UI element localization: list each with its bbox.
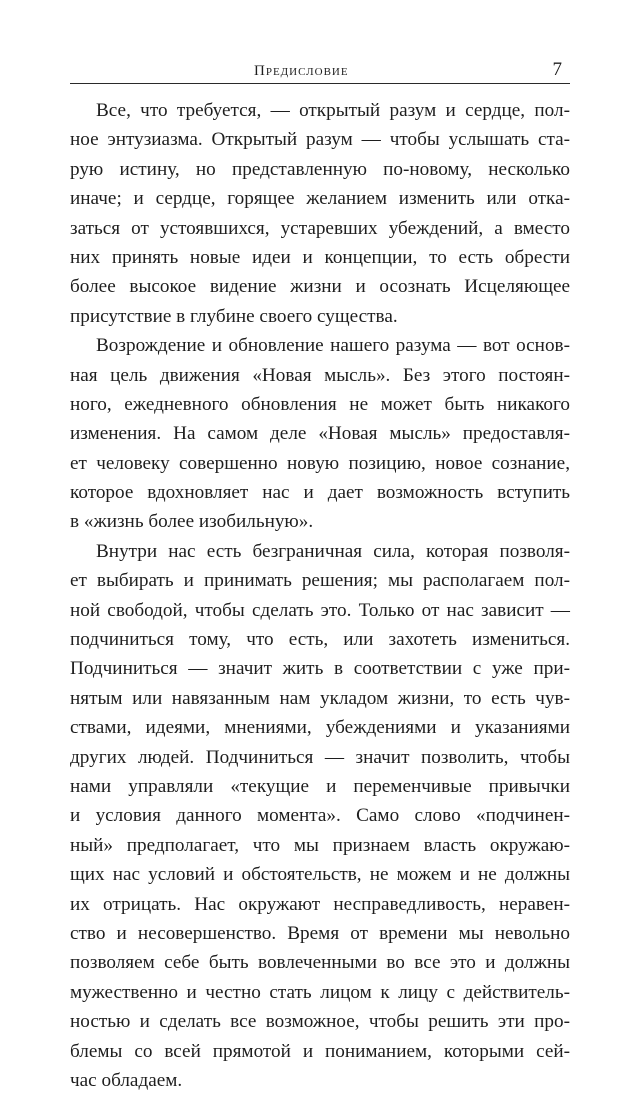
text-line: присутствие в глубине своего существа. <box>70 305 398 327</box>
text-line: Подчиниться — значит жить в соответствии с уже при- <box>70 658 570 680</box>
text-line: ство и несовершенство. Время от времени мы невольно <box>70 922 570 944</box>
text-line: в «жизнь более изобильную». <box>70 511 314 533</box>
text-line: подчиниться тому, что есть, или захотеть измениться. <box>70 629 570 651</box>
text-line: Внутри нас есть безграничная сила, которая позволя- <box>96 540 570 562</box>
text-line: ный» предполагает, что мы признаем власть окружаю- <box>70 834 570 856</box>
text-line: изменения. На самом деле «Новая мысль» предоставля- <box>70 423 570 445</box>
paragraph-3 <box>70 537 570 1095</box>
text-line: ная цель движения «Новая мысль». Без этого постоян- <box>70 364 570 386</box>
text-line: иначе; и сердце, горящее желанием изменить или отка- <box>70 188 570 210</box>
text-line: них принять новые идеи и концепции, то есть обрести <box>70 246 570 268</box>
text-line: позволяем себе быть вовлеченными во все это и должны <box>70 952 570 974</box>
text-line: блемы со всей прямотой и пониманием, которыми сей- <box>70 1040 570 1062</box>
text-line: более высокое видение жизни и осознать Исцеляющее <box>70 276 570 298</box>
text-line: ной свободой, чтобы сделать это. Только от нас зависит — <box>70 599 570 621</box>
page-header <box>70 60 570 84</box>
text-line: нами управляли «текущие и переменчивые привычки <box>70 775 570 797</box>
text-line: мужественно и честно стать лицом к лицу с действитель- <box>70 981 570 1003</box>
paragraph-2 <box>70 331 570 537</box>
text-line: их отрицать. Нас окружают несправедливость, неравен- <box>70 893 570 915</box>
text-line: нятым или навязанным нам укладом жизни, то есть чув- <box>70 687 570 709</box>
text-line: ствами, идеями, мнениями, убеждениями и указаниями <box>70 717 570 739</box>
text-line: которое вдохновляет нас и дает возможность вступить <box>70 482 570 504</box>
header-rule <box>70 83 570 84</box>
text-line: ет человеку совершенно новую позицию, новое сознание, <box>70 452 570 474</box>
body-text <box>70 96 570 1095</box>
text-line: ностью и сделать все возможное, чтобы решить эти про- <box>70 1011 570 1033</box>
text-line: ного, ежедневного обновления не может быть никакого <box>70 393 570 415</box>
page-number: 7 <box>552 59 562 80</box>
text-line: других людей. Подчиниться — значит позволить, чтобы <box>70 746 570 768</box>
text-line: ет выбирать и принимать решения; мы располагаем пол- <box>70 570 570 592</box>
text-line: и условия данного момента». Само слово «подчинен- <box>70 805 570 827</box>
paragraph-1 <box>70 96 570 331</box>
text-line: ное энтузиазма. Открытый разум — чтобы услышать ста- <box>70 129 570 151</box>
text-line: Возрождение и обновление нашего разума — вот основ- <box>96 335 570 357</box>
text-line: заться от устоявшихся, устаревших убеждений, а вместо <box>70 217 570 239</box>
text-line: Все, что требуется, — открытый разум и сердце, пол- <box>96 100 570 121</box>
running-title: Предисловие <box>254 63 349 79</box>
text-line: рую истину, но представленную по-новому, несколько <box>70 158 570 180</box>
text-line: час обладаем. <box>70 1069 183 1091</box>
text-line: щих нас условий и обстоятельств, не можем и не должны <box>70 864 570 886</box>
